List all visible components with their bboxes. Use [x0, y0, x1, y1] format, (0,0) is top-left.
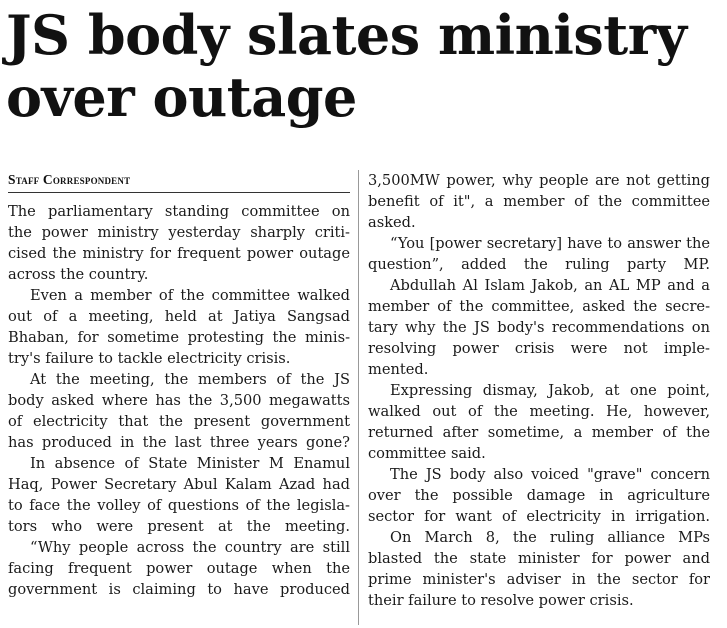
left-column-body [8, 201, 350, 600]
article-text-line: mented. [368, 361, 429, 378]
article-text-line: over the possible damage in agriculture [368, 487, 710, 504]
article-text-line: cised the ministry for frequent power outage [8, 245, 350, 262]
article-text-line: government is claiming to have produced [8, 581, 350, 598]
article-column-right [368, 170, 710, 611]
article-text-line: resolving power crisis were not imple- [368, 340, 710, 357]
headline-line-1: JS body slates ministry [6, 3, 687, 67]
article-text-line: committee said. [368, 445, 486, 462]
article-text-line: out of a meeting, held at Jatiya Sangsad [8, 308, 350, 325]
article-text-line: benefit of it", a member of the committee [368, 193, 710, 210]
article-text-line: question”, added the ruling party MP. [368, 256, 710, 273]
article-text-line: to face the volley of questions of the legisla- [8, 497, 350, 514]
byline-rule [8, 192, 350, 193]
article-text-line: has produced in the last three years gone? [8, 434, 350, 451]
article-text-line: walked out of the meeting. He, however, [368, 403, 710, 420]
article-text-line: Haq, Power Secretary Abul Kalam Azad had [8, 476, 350, 493]
article-text-line: of electricity that the present government [8, 413, 350, 430]
article-text-line: 3,500MW power, why people are not getting [368, 172, 710, 189]
article-text-line: try's failure to tackle electricity crisis. [8, 350, 291, 367]
article-text-line: “Why people across the country are still [30, 539, 350, 556]
right-column-body [368, 170, 710, 611]
article-text-line: the power ministry yesterday sharply criti- [8, 224, 350, 241]
article-text-line: In absence of State Minister M Enamul [30, 455, 350, 472]
article-text-line: On March 8, the ruling alliance MPs [390, 529, 710, 546]
article-text-line: Expressing dismay, Jakob, at one point, [390, 382, 710, 399]
headline-line-2: over outage [6, 65, 357, 129]
article-text-line: At the meeting, the members of the JS [30, 371, 350, 388]
article-text-line: their failure to resolve power crisis. [368, 592, 634, 609]
article-text-line: “You [power secretary] have to answer the [390, 235, 710, 252]
article-text-line: blasted the state minister for power and [368, 550, 710, 567]
article-text-line: sector for want of electricity in irrigation. [368, 508, 710, 525]
article-text-line: Even a member of the committee walked [30, 287, 350, 304]
article-text-line: Bhaban, for sometime protesting the minis- [8, 329, 350, 346]
article-text-line: tors who were present at the meeting. [8, 518, 350, 535]
column-divider [358, 170, 359, 625]
article-text-line: prime minister's adviser in the sector for [368, 571, 710, 588]
article-text-line: asked. [368, 214, 416, 231]
byline: Staff Correspondent [8, 172, 131, 187]
article-text-line: across the country. [8, 266, 149, 283]
article-text-line: facing frequent power outage when the [8, 560, 350, 577]
headline [6, 4, 721, 128]
article-column-left [8, 170, 350, 600]
article-text-line: Abdullah Al Islam Jakob, an AL MP and a [390, 277, 710, 294]
article-text-line: returned after sometime, a member of the [368, 424, 710, 441]
article-text-line: The JS body also voiced "grave" concern [390, 466, 710, 483]
article-text-line: The parliamentary standing committee on [8, 203, 350, 220]
article-text-line: member of the committee, asked the secre- [368, 298, 710, 315]
article-text-line: body asked where has the 3,500 megawatts [8, 392, 350, 409]
article-text-line: tary why the JS body's recommendations on [368, 319, 710, 336]
